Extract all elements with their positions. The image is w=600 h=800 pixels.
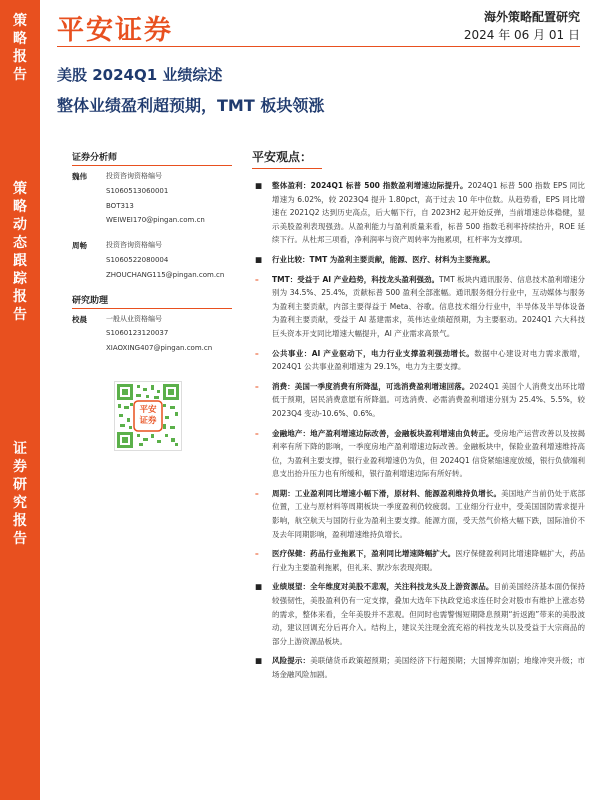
bullet-marker: ■ <box>255 582 263 592</box>
analyst-info-line: 投资咨询资格编号 <box>106 241 162 250</box>
report-title: 美股 2024Q1 业绩综述 <box>57 66 223 84</box>
bullet-marker: ■ <box>255 254 263 264</box>
sidebar-char: 略 <box>13 199 27 215</box>
sidebar-char: 略 <box>13 31 27 47</box>
paragraph-lead: 整体盈利：2024Q1 标普 500 指数盈利增速边际提升。 <box>272 181 468 190</box>
header-divider <box>57 46 580 47</box>
viewpoint-subparagraph <box>252 273 585 341</box>
qr-code-icon[interactable] <box>114 381 182 451</box>
sidebar-char: 报 <box>13 513 27 529</box>
analyst-info <box>106 169 205 228</box>
paragraph-text: 2024Q1 美国个人消费支出环比增低于预期，居民消费意愿有所降温。可选消费、必需消费盈利增速分别为 25.4%、5.5%，较 2023Q4 变动-10.6%、0.6%。 <box>272 381 585 418</box>
assistant-info-line: 一般从业资格编号 <box>106 314 162 323</box>
assistants-heading: 研究助理 <box>72 293 232 309</box>
sidebar-char: 告 <box>13 307 27 323</box>
analyst-entry <box>72 238 240 282</box>
analyst-email[interactable]: WEIWEI170@pingan.com.cn <box>106 216 205 225</box>
author-panel <box>72 150 240 366</box>
analyst-info-line: S1060513060001 <box>106 186 169 195</box>
company-logo: 平安证券 <box>57 15 173 46</box>
paragraph-text: 目前美国经济基本面仍保持较强韧性，美股盈利仍有一定支撑，叠加大选年下执政党追求连任时会对股市有维护上涨态势的需求，整体来看，全年美股并不悲观。但同时也需警惕短期降息预期“折返跑”带来的美股波动，建议回调充分后再介入。结构上，建议关注现金流充裕的科技龙头以及受益于大宗商品的部分上游资源品板块。 <box>272 582 586 646</box>
qr-logo-text: 平安证券 <box>139 405 157 426</box>
analyst-email[interactable]: ZHOUCHANG115@pingan.com.cn <box>106 270 225 279</box>
paragraph-lead: 业绩展望：全年维度对美股不悲观，关注科技龙头及上游资源品。 <box>272 582 494 592</box>
paragraph-lead: TMT：受益于 AI 产业趋势，科技龙头盈利强劲。 <box>272 274 440 284</box>
sidebar-block-securities-research <box>0 440 40 548</box>
viewpoint-subparagraph <box>252 427 585 481</box>
paragraph-lead: 公共事业：AI 产业驱动下，电力行业支撑盈利强劲增长。 <box>272 348 475 358</box>
analyst-info-line: BOT313 <box>106 201 134 210</box>
bullet-marker: ■ <box>255 181 263 190</box>
viewpoint-paragraphs <box>252 179 585 682</box>
paragraph-text: 2024Q1 标普 500 指数 EPS 同比增速为 6.02%，较 2023Q4 提升 1.80pct，高于过去 10 年中位数。从趋势看，EPS 同比增速在 2021Q2 达到历史高点，后大幅下行，自 2023H2 起开始反弹，当前增速总体稳健，显示美股盈利表现强劲。从盈利能力与盈利质量来看，标普 500 指数毛利率持续抬升，ROE 延续下行。从杜邦三项看，净利润率与资产周转率为拖累项，杠杆率为支撑项。 <box>272 181 585 245</box>
sidebar-char: 策 <box>13 181 27 197</box>
viewpoint-subparagraph <box>252 487 585 541</box>
assistant-email[interactable]: XIAOXING407@pingan.com.cn <box>106 344 213 353</box>
analyst-entry <box>72 169 240 228</box>
paragraph-lead: 行业比较：TMT 为盈利主要贡献，能源、医疗、材料为主要拖累。 <box>272 254 495 264</box>
report-header-info <box>464 8 580 44</box>
paragraph-text: 医疗保健盈利同比增速降幅扩大，药品行业为主要盈利拖累，但礼来、默沙东表现亮眼。 <box>272 549 586 572</box>
analyst-info-line: 投资咨询资格编号 <box>106 172 162 180</box>
analyst-info-line: S1060522080004 <box>106 255 169 264</box>
sidebar-char: 跟 <box>13 253 27 269</box>
report-type: 海外策略配置研究 <box>483 10 580 24</box>
dash-marker: – <box>255 428 259 438</box>
dash-marker: – <box>255 274 259 284</box>
dash-marker: – <box>255 488 259 498</box>
dash-marker: – <box>255 381 259 391</box>
paragraph-lead: 医疗保健：药品行业拖累下，盈利同比增速降幅扩大。 <box>272 549 456 559</box>
paragraph-text: 数据中心建设对电力需求激增，2024Q1 公共事业盈利增速为 29.1%，电力为主要支撑。 <box>272 348 585 372</box>
sidebar-char: 告 <box>13 531 27 547</box>
analyst-name: 魏伟 <box>72 172 87 181</box>
dash-marker: – <box>255 549 259 559</box>
report-subtitle: 整体业绩盈利超预期，TMT 板块领涨 <box>57 96 325 115</box>
sidebar-char: 报 <box>13 289 27 305</box>
analyst-name: 周畅 <box>72 241 87 251</box>
viewpoint-heading: 平安观点： <box>252 148 322 169</box>
sidebar-char: 告 <box>13 67 27 83</box>
paragraph-text: 受房地产运营改善以及按揭利率有所下降的影响，一季度房地产盈利增速边际改善。金融板块中，保险业盈利增速维持高位，为盈利主要支撑，银行业盈利增速仍为负，但 2024Q1 信贷紧缩速度放缓，银行负债端利息支出抬升压力也有所缓和，银行盈利增速边际有所好转。 <box>272 428 586 479</box>
assistant-entry <box>72 312 240 356</box>
paragraph-lead: 周期：工业盈利同比增速小幅下滑，原材料、能源盈利维持负增长。 <box>272 488 502 498</box>
viewpoint-section <box>252 148 585 688</box>
sidebar-char: 踪 <box>13 271 27 287</box>
sidebar-char: 报 <box>13 49 27 65</box>
sidebar-char: 动 <box>13 217 27 233</box>
sidebar-char: 究 <box>13 495 27 511</box>
sidebar-char: 策 <box>13 13 27 29</box>
viewpoint-paragraph <box>252 654 585 681</box>
viewpoint-paragraph <box>252 179 585 247</box>
analysts-heading: 证券分析师 <box>72 150 232 166</box>
sidebar-char: 券 <box>13 459 27 475</box>
paragraph-lead: 金融地产：地产盈利增速边际改善，金融板块盈利增速由负转正。 <box>272 428 494 438</box>
viewpoint-subparagraph <box>252 547 585 574</box>
analyst-info <box>106 238 224 282</box>
assistant-info-line: S1060123120037 <box>106 329 169 338</box>
sidebar-block-report-type <box>0 180 40 324</box>
dash-marker: – <box>255 348 259 358</box>
viewpoint-subparagraph <box>252 380 585 421</box>
report-date: 2024 年 06 月 01 日 <box>463 28 580 42</box>
bullet-marker: ■ <box>255 656 263 666</box>
paragraph-lead: 风险提示： <box>272 656 311 666</box>
viewpoint-paragraph <box>252 253 585 267</box>
sidebar-char: 研 <box>13 477 27 493</box>
viewpoint-subparagraph <box>252 347 585 374</box>
assistant-info <box>106 312 212 356</box>
paragraph-text: 美国地产当前仍处于底部位置，工业与原材料等周期板块一季度盈利仍较疲弱。工业细分行业中，受美国国防需求提升影响，航空航天与国防行业为盈利主要支撑。能源方面，受天然气价格大幅下跌，国际油价不及去年同期影响，盈利增速维持负增长。 <box>272 488 585 539</box>
paragraph-text: TMT 板块内通讯服务、信息技术盈利增速分别为 34.5%、25.4%，贡献标普 500 盈利全部涨幅。通讯服务细分行业中，互动媒体与服务为盈利主要贡献，内部主要得益于 Meta、谷歌。信息技术细分行业中，半导体及半导体设备为盈利主要贡献，受益于 AI 基建需求，英伟达业绩超预期，为主要驱动。2024Q1 六大科技巨头资本开支同比增速大幅提升，AI 产业需求高景气。 <box>272 274 585 338</box>
paragraph-lead: 消费：美国一季度消费有所降温，可选消费盈利增速回落。 <box>272 381 470 391</box>
sidebar-char: 态 <box>13 235 27 251</box>
sidebar-block-strategy-report <box>0 12 40 84</box>
paragraph-text: 美联储货币政策超预期；美国经济下行超预期；大国博弈加剧；地缘冲突升级；市场金融风险加剧。 <box>272 656 585 679</box>
sidebar-char: 证 <box>13 441 27 457</box>
sidebar <box>0 0 40 800</box>
viewpoint-paragraph <box>252 580 585 648</box>
assistant-name: 校晨 <box>72 314 87 324</box>
